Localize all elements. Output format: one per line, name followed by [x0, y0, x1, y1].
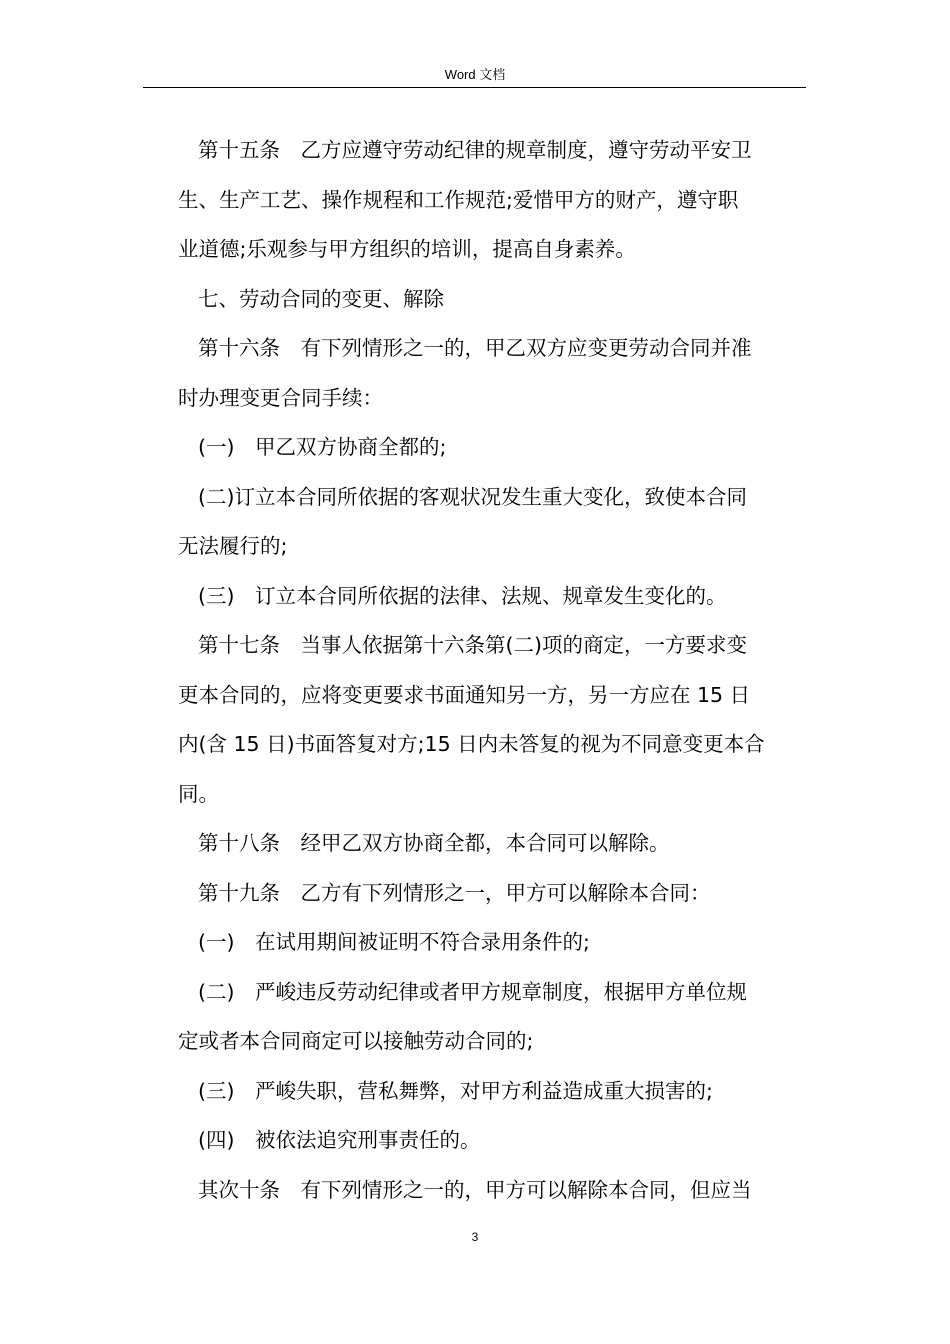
text-line: (一) 甲乙双方协商全都的; — [198, 435, 447, 459]
text-line: 无法履行的; — [178, 534, 288, 558]
document-body — [178, 126, 804, 1215]
text-line: (一) 在试用期间被证明不符合录用条件的; — [198, 930, 590, 954]
text-line: 第十九条 乙方有下列情形之一，甲方可以解除本合同： — [198, 880, 711, 905]
text-line: 同。 — [178, 781, 219, 806]
text-line: 第十五条 乙方应遵守劳动纪律的规章制度，遵守劳动平安卫 — [198, 138, 752, 162]
text-line: (四) 被依法追究刑事责任的。 — [198, 1128, 481, 1152]
text-line: 业道德;乐观参与甲方组织的培训，提高自身素养。 — [178, 237, 636, 261]
text-line: (二)订立本合同所依据的客观状况发生重大变化，致使本合同 — [198, 484, 747, 509]
text-line: 更本合同的，应将变更要求书面通知另一方，另一方应在 15 日 — [178, 682, 751, 707]
text-line: (三) 严峻失职，营私舞弊，对甲方利益造成重大损害的; — [198, 1078, 713, 1103]
text-line: 第十六条 有下列情形之一的，甲乙双方应变更劳动合同并准 — [198, 336, 752, 360]
text-line: 生、生产工艺、操作规程和工作规范;爱惜甲方的财产，遵守职 — [178, 187, 739, 212]
text-line: 第十七条 当事人依据第十六条第(二)项的商定，一方要求变 — [198, 633, 747, 657]
section-heading: 七、劳动合同的变更、解除 — [198, 286, 444, 311]
text-line: 第十八条 经甲乙双方协商全都，本合同可以解除。 — [198, 831, 670, 855]
page-number: 3 — [471, 1230, 479, 1244]
text-line: 时办理变更合同手续： — [178, 385, 383, 410]
text-line: 其次十条 有下列情形之一的，甲方可以解除本合同，但应当 — [198, 1177, 752, 1202]
text-line: 定或者本合同商定可以接触劳动合同的; — [178, 1029, 534, 1053]
page-header: Word 文档 — [444, 67, 506, 82]
header-divider — [143, 87, 806, 88]
text-line: (三) 订立本合同所依据的法律、法规、规章发生变化的。 — [198, 583, 727, 608]
text-line: 内(含 15 日)书面答复对方;15 日内未答复的视为不同意变更本合 — [178, 732, 765, 756]
text-line: (二) 严峻违反劳动纪律或者甲方规章制度，根据甲方单位规 — [198, 979, 747, 1004]
